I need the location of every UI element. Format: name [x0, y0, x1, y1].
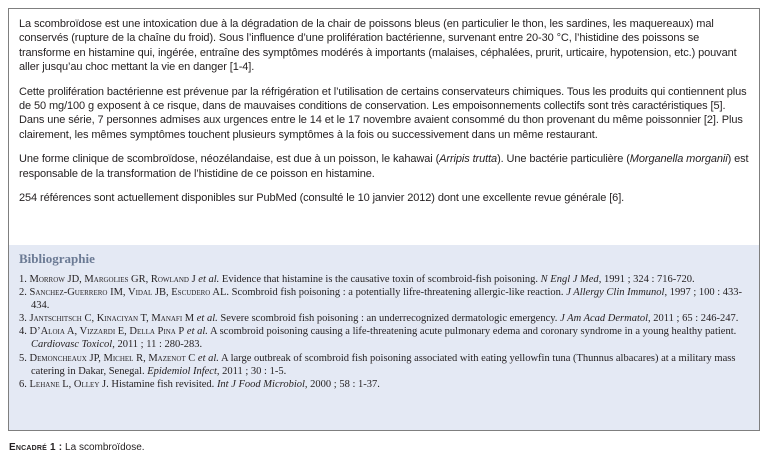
reference-journal: J Allergy Clin Immunol: [566, 287, 665, 299]
reference-authors: D’Aloia A, Vizzardi E, Della Pina P: [29, 326, 185, 338]
reference-number: 5.: [19, 352, 30, 364]
reference-details: , 2011 ; 65 : 246-247.: [648, 313, 739, 325]
reference-etal: et al.: [195, 352, 219, 364]
paragraph-2: Cette prolifération bactérienne est prévenue par la réfrigération et l’utilisation de certains conservateurs chimiques. Tous les produits qui contiennent plus de 50 mg/100 g exposent à ce risque, dans de mauvaises conditions de conservation. Les empoisonnements collectifs sont très caractéristiques [5]. Dans une série, 7 personnes admises aux urgences entre le 14 et le 17 novembre avaient consommé du thon provenant du même poissonnier [2]. Plus clairement, les mêmes symptômes touchent plusieurs symptômes à la fois ou successivement dans un même restaurant.: [19, 85, 747, 141]
bibliography-section: [9, 245, 759, 430]
paragraph-4: 254 références sont actuellement disponibles sur PubMed (consulté le 10 janvier 2012) dont une excellente revue générale [6].: [19, 192, 625, 205]
reference-item: [19, 273, 749, 286]
paragraph-1: La scombroïdose est une intoxication due à la dégradation de la chair de poissons bleus (en particulier le thon, les sardines, les maquereaux) mal conservés (rupture de la chaîne du froid). Sous l’influence d’une prolifération bactérienne, survenant entre 20-30 °C, l’histidine des poissons se transforme en histamine qui, ingérée, entraîne des symptômes modérés à importants (malaises, céphalées, prurit, urticaire, hypotension, etc.) pouvant aller jusqu’au choc mettant la vie en danger [1-4].: [19, 18, 737, 74]
reference-number: 1.: [19, 274, 30, 285]
reference-authors: Jantschitsch C, Kinaciyan T, Manafi M: [29, 313, 195, 325]
reference-details: , 1991 ; 324 : 716-720.: [598, 274, 695, 285]
reference-title: A large outbreak of scombroid fish poisoning associated with eating yellowfin tuna (Thunnus albacares) at a military mass catering in Dakar, Senegal.: [31, 352, 736, 377]
reference-list: [19, 273, 749, 391]
boxed-insert: [8, 8, 760, 431]
reference-title: Evidence that histamine is the causative toxin of scombroid-fish poisoning.: [219, 274, 541, 285]
reference-number: 2.: [19, 287, 30, 299]
reference-authors: Morrow JD, Margolies GR, Rowland J: [29, 274, 196, 285]
reference-number: 6.: [19, 378, 30, 390]
reference-title: A scombroid poisoning causing a life-threatening acute pulmonary edema and coronary syndrome in a young healthy patient.: [207, 326, 737, 338]
paragraph-3-text-b: ). Une bactérie particulière (: [497, 153, 630, 166]
reference-authors: Lehane L, Olley J.: [29, 378, 109, 390]
reference-etal: et al.: [194, 313, 218, 325]
caption-text: La scombroïdose.: [62, 442, 145, 453]
paragraph-3: [19, 152, 749, 181]
reference-details: , 1997 ; 100 : 433-434.: [31, 287, 743, 312]
reference-title: Scombroid fish poisoning : a potentially lifre-threatening allergic-like reaction.: [229, 287, 567, 299]
reference-item: [19, 286, 749, 312]
caption-label: Encadré 1 :: [9, 442, 63, 453]
bibliography-title: Bibliographie: [19, 251, 95, 266]
reference-journal: Cardiovasc Toxicol: [31, 339, 113, 351]
reference-number: 3.: [19, 313, 30, 325]
reference-title: Severe scombroid fish poisoning : an underrecognized dermatologic emergency.: [217, 313, 561, 325]
reference-etal: et al.: [184, 326, 208, 338]
species-name-2: Morganella morganii: [629, 153, 728, 166]
reference-journal: N Engl J Med: [540, 274, 599, 285]
reference-journal: Int J Food Microbiol: [216, 378, 305, 390]
reference-item: [19, 312, 749, 325]
reference-details: , 2000 ; 58 : 1-37.: [304, 378, 380, 390]
reference-item: [19, 325, 749, 351]
reference-details: , 2011 ; 30 : 1-5.: [216, 365, 287, 377]
paragraph-3-text-c: ) est responsable de la transformation de l’histidine de ce poisson en histamine.: [19, 153, 749, 180]
figure-caption: [9, 442, 145, 453]
reference-etal: et al.: [195, 274, 220, 285]
reference-title: Histamine fish revisited.: [108, 378, 217, 390]
species-name-1: Arripis trutta: [439, 153, 498, 166]
reference-item: [19, 378, 749, 391]
paragraph-3-text-a: Une forme clinique de scombroïdose, néozélandaise, est due à un poisson, le kahawai (: [19, 153, 440, 166]
reference-journal: J Am Acad Dermatol: [560, 313, 649, 325]
reference-details: , 2011 ; 11 : 280-283.: [112, 339, 203, 351]
reference-journal: Epidemiol Infect: [147, 365, 217, 377]
reference-item: [19, 352, 749, 378]
reference-number: 4.: [19, 326, 30, 338]
reference-authors: Demoncheaux JP, Michel R, Mazenot C: [29, 352, 196, 364]
reference-authors: Sanchez-Guerrero IM, Vidal JB, Escudero AL.: [29, 287, 230, 299]
body-text: [9, 9, 759, 205]
